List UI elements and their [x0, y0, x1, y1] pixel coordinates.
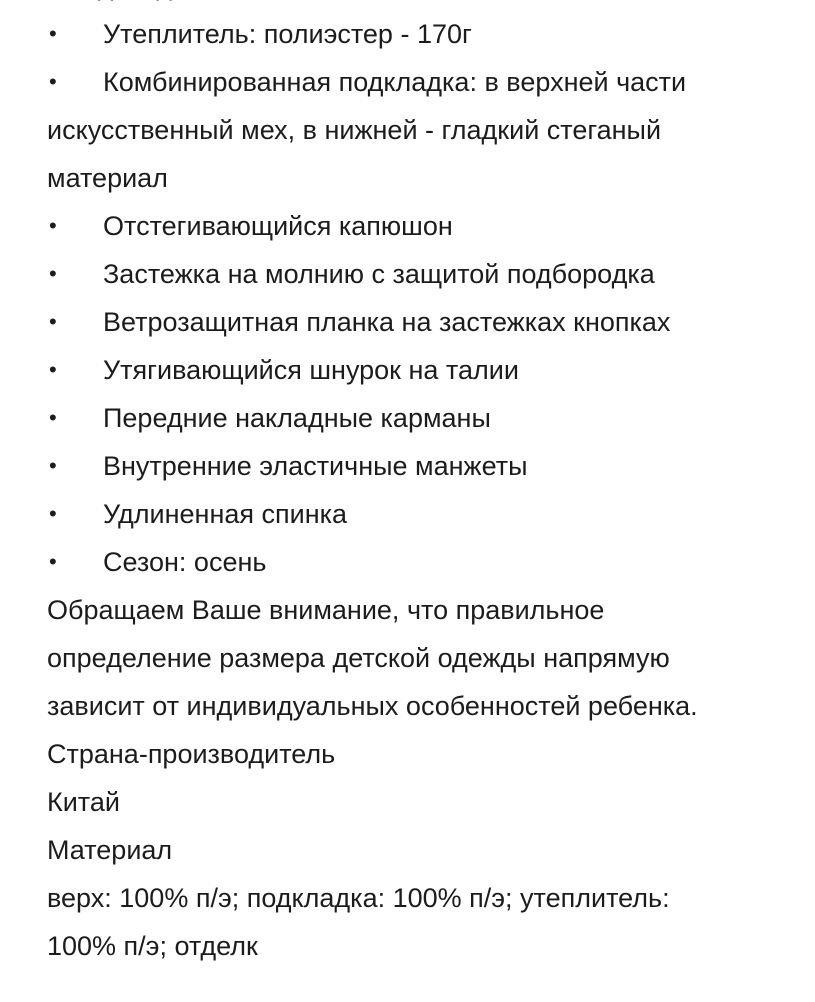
bullet-text: Утягивающийся шнурок на талии [103, 355, 519, 385]
bullet-text: Застежка на молнию с защитой подбородка [103, 259, 655, 289]
material-value: верх: 100% п/э; подкладка: 100% п/э; утеплитель: [47, 883, 670, 913]
bullet-dot: • [49, 309, 57, 334]
bullet-dot: • [49, 213, 57, 238]
bullet-windguard [47, 298, 797, 346]
bullet-zipper [47, 250, 797, 298]
bullet-text: Передние накладные карманы [103, 403, 491, 433]
bullet-lining [47, 58, 797, 106]
bullet-back [47, 490, 797, 538]
bullet-pockets [47, 394, 797, 442]
bullet-continuation: искусственный мех, в нижней - гладкий стеганый [47, 115, 662, 145]
bullet-dot: • [49, 501, 57, 526]
bullet-dot: • [49, 69, 57, 94]
notice-line: Обращаем Ваше внимание, что правильное [47, 595, 605, 625]
bullet-dot: • [49, 21, 57, 46]
cut-off-line [47, 0, 797, 10]
bullet-continuation: материал [47, 163, 168, 193]
country-label: Страна-производитель [47, 739, 336, 769]
bullet-text: Отстегивающийся капюшон [103, 211, 453, 241]
bullet-dot: • [49, 549, 57, 574]
bullet-text: Ветрозащитная планка на застежках кнопках [103, 307, 671, 337]
bullet-dot: • [49, 357, 57, 382]
bullet-cuffs [47, 442, 797, 490]
bullet-text: Сезон: осень [103, 547, 267, 577]
bullet-dot: • [49, 405, 57, 430]
bullet-insulation [47, 10, 797, 58]
country-value: Китай [47, 787, 120, 817]
bullet-drawstring [47, 346, 797, 394]
bullet-text: Утеплитель: полиэстер - 170г [103, 19, 472, 49]
bullet-dot: • [49, 453, 57, 478]
material-value: 100% п/э; отделк [47, 931, 258, 961]
bullet-hood [47, 202, 797, 250]
bullet-dot: • [49, 261, 57, 286]
bullet-text: Внутренние эластичные манжеты [103, 451, 528, 481]
bullet-text: Комбинированная подкладка: в верхней части [103, 67, 687, 97]
product-description [47, 0, 797, 970]
notice-line: зависит от индивидуальных особенностей ребенка. [47, 691, 698, 721]
notice-line: определение размера детской одежды напрямую [47, 643, 670, 673]
bullet-text: Удлиненная спинка [103, 499, 348, 529]
material-label: Материал [47, 835, 173, 865]
bullet-season [47, 538, 797, 586]
